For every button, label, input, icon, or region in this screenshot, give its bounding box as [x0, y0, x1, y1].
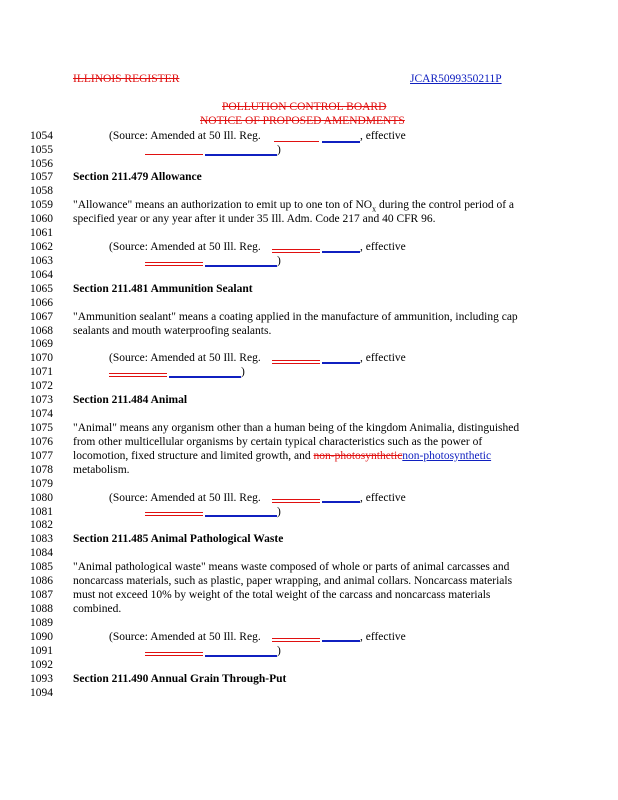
inserted-blank — [205, 154, 277, 156]
line-number: 1089 — [30, 617, 53, 629]
source-close: ) — [241, 366, 245, 378]
line-number: 1079 — [30, 478, 53, 490]
section-body: locomotion, fixed structure and limited growth, and non-photosyntheticnon-photosynthetic — [73, 450, 492, 462]
line-number: 1074 — [30, 408, 53, 420]
section-body: "Ammunition sealant" means a coating applied in the manufacture of ammunition, including cap — [73, 311, 518, 323]
inserted-blank — [322, 141, 360, 143]
source-close: ) — [277, 506, 281, 518]
section-body: sealants and mouth waterproofing sealants. — [73, 325, 272, 337]
deleted-blank — [272, 252, 320, 253]
line-number: 1080 — [30, 492, 53, 504]
source-prefix: (Source: Amended at 50 Ill. Reg. — [109, 492, 261, 504]
deleted-blank — [272, 641, 320, 642]
header-notice: NOTICE OF PROPOSED AMENDMENTS — [200, 115, 405, 127]
section-heading: Section 211.490 Annual Grain Through-Put — [73, 673, 287, 685]
inserted-blank — [322, 251, 360, 253]
source-prefix: (Source: Amended at 50 Ill. Reg. — [109, 631, 261, 643]
line-number: 1062 — [30, 241, 53, 253]
section-body: must not exceed 10% by weight of the total weight of the carcass and noncarcass materials — [73, 589, 491, 601]
line-number: 1086 — [30, 575, 53, 587]
deleted-text: non-photosynthetic — [313, 450, 403, 462]
section-heading: Section 211.484 Animal — [73, 394, 188, 406]
header-jcar-code[interactable]: JCAR5099350211P — [410, 73, 502, 85]
line-number: 1066 — [30, 297, 53, 309]
inserted-blank — [205, 265, 277, 267]
section-heading: Section 211.481 Ammunition Sealant — [73, 283, 253, 295]
source-prefix: (Source: Amended at 50 Ill. Reg. — [109, 352, 261, 364]
line-number: 1067 — [30, 311, 53, 323]
line-number: 1077 — [30, 450, 53, 462]
line-number: 1078 — [30, 464, 53, 476]
line-number: 1084 — [30, 547, 53, 559]
line-number: 1068 — [30, 325, 53, 337]
section-body: "Allowance" means an authorization to emit up to one ton of $NO_x$ during the control period of a — [73, 199, 515, 214]
line-number: 1065 — [30, 283, 53, 295]
deleted-blank — [145, 652, 203, 653]
line-number: 1087 — [30, 589, 53, 601]
source-prefix: (Source: Amended at 50 Ill. Reg. — [109, 130, 261, 142]
line-number: 1069 — [30, 338, 53, 350]
section-body: "Animal pathological waste" means waste composed of whole or parts of animal carcasses and — [73, 561, 510, 573]
source-suffix: , effective — [360, 492, 406, 504]
deleted-blank — [272, 499, 320, 500]
line-number: 1082 — [30, 519, 53, 531]
source-suffix: , effective — [360, 631, 406, 643]
source-prefix: (Source: Amended at 50 Ill. Reg. — [109, 241, 261, 253]
line-number: 1094 — [30, 687, 53, 699]
section-body: "Animal" means any organism other than a human being of the kingdom Animalia, distinguished — [73, 422, 520, 434]
line-number: 1083 — [30, 533, 53, 545]
section-body: metabolism. — [73, 464, 130, 476]
source-close: ) — [277, 255, 281, 267]
line-number: 1060 — [30, 213, 53, 225]
deleted-blank — [272, 363, 320, 364]
deleted-blank — [274, 141, 319, 142]
line-number: 1055 — [30, 144, 53, 156]
line-number: 1058 — [30, 185, 53, 197]
inserted-blank — [322, 501, 360, 503]
line-number: 1093 — [30, 673, 53, 685]
inserted-blank — [169, 376, 241, 378]
line-number: 1073 — [30, 394, 53, 406]
line-number: 1081 — [30, 506, 53, 518]
deleted-blank — [109, 373, 167, 374]
line-number: 1063 — [30, 255, 53, 267]
line-number: 1085 — [30, 561, 53, 573]
deleted-blank — [272, 360, 320, 361]
line-number: 1056 — [30, 158, 53, 170]
section-heading: Section 211.485 Animal Pathological Waste — [73, 533, 284, 545]
inserted-blank — [322, 640, 360, 642]
inserted-blank — [205, 515, 277, 517]
deleted-blank — [272, 502, 320, 503]
source-close: ) — [277, 645, 281, 657]
deleted-blank — [145, 265, 203, 266]
deleted-blank — [272, 638, 320, 639]
deleted-blank — [272, 249, 320, 250]
line-number: 1072 — [30, 380, 53, 392]
deleted-blank — [145, 515, 203, 516]
line-number: 1059 — [30, 199, 53, 211]
line-number: 1071 — [30, 366, 53, 378]
section-body: combined. — [73, 603, 122, 615]
line-number: 1076 — [30, 436, 53, 448]
deleted-blank — [145, 154, 203, 155]
source-suffix: , effective — [360, 352, 406, 364]
line-number: 1057 — [30, 171, 53, 183]
line-number: 1091 — [30, 645, 53, 657]
section-body: from other multicellular organisms by certain typical characteristics such as the power of — [73, 436, 483, 448]
line-number: 1061 — [30, 227, 53, 239]
line-number: 1064 — [30, 269, 53, 281]
header-illinois-register: ILLINOIS REGISTER — [73, 73, 180, 85]
deleted-blank — [109, 376, 167, 377]
line-number: 1075 — [30, 422, 53, 434]
section-body: noncarcass materials, such as plastic, paper wrapping, and animal collars. Noncarcass materials — [73, 575, 513, 587]
line-number: 1090 — [30, 631, 53, 643]
inserted-blank — [322, 362, 360, 364]
source-close: ) — [277, 144, 281, 156]
deleted-blank — [145, 512, 203, 513]
header-board: POLLUTION CONTROL BOARD — [222, 101, 387, 113]
line-number: 1092 — [30, 659, 53, 671]
line-number: 1054 — [30, 130, 53, 142]
source-suffix: , effective — [360, 241, 406, 253]
deleted-blank — [145, 655, 203, 656]
inserted-blank — [205, 655, 277, 657]
deleted-blank — [145, 262, 203, 263]
line-number: 1070 — [30, 352, 53, 364]
inserted-text: non-photosynthetic — [402, 450, 492, 462]
source-suffix: , effective — [360, 130, 406, 142]
section-heading: Section 211.479 Allowance — [73, 171, 202, 183]
line-number: 1088 — [30, 603, 53, 615]
section-body: specified year or any year after it under 35 Ill. Adm. Code 217 and 40 CFR 96. — [73, 213, 436, 225]
